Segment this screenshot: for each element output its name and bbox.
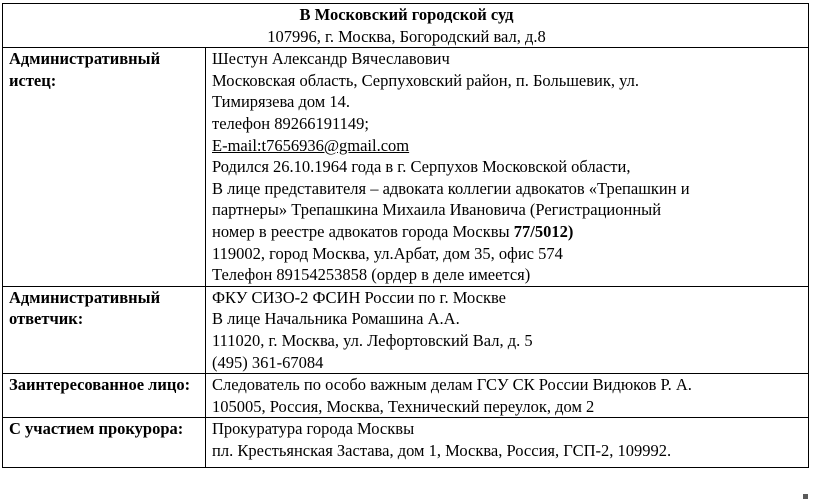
prosecutor-details [206, 418, 809, 468]
plaintiff-row [3, 48, 809, 287]
prosecutor-row [3, 418, 809, 468]
court-row [3, 4, 809, 48]
defendant-label: Административный ответчик: [3, 286, 206, 373]
table-resize-handle[interactable] [803, 494, 808, 499]
representative-phone: Телефон 89154253858 (ордер в деле имеется) [212, 265, 531, 285]
plaintiff-address-line2: Тимирязева дом 14. [212, 92, 350, 112]
court-address: 107996, г. Москва, Богородский вал, д.8 [267, 26, 546, 46]
representative-registry-text: номер в реестре адвокатов города Москвы [212, 221, 514, 241]
plaintiff-label: Административный истец: [3, 48, 206, 287]
plaintiff-name: Шестун Александр Вячеславович [212, 49, 450, 69]
defendant-address: 111020, г. Москва, ул. Лефортовский Вал, д. 5 [212, 330, 533, 350]
representative-line3 [212, 221, 804, 243]
prosecutor-line1[interactable]: Прокуратура города Москвы [212, 419, 415, 439]
defendant-name: ФКУ СИЗО-2 ФСИН России по г. Москве [212, 287, 506, 307]
plaintiff-birth: Родился 26.10.1964 года в г. Серпухов Московской области, [212, 157, 631, 177]
plaintiff-phone: телефон 89266191149; [212, 113, 369, 133]
interested-details [206, 374, 809, 418]
defendant-phone: (495) 361-67084 [212, 352, 324, 372]
prosecutor-line2: пл. Крестьянская Застава, дом 1, Москва, Россия, ГСП-2, 109992. [212, 440, 672, 460]
court-name: В Московский городской суд [299, 5, 514, 24]
representative-line2: партнеры» Трепашкина Михаила Ивановича (Регистрационный [212, 200, 662, 220]
interested-line1: Следователь по особо важным делам ГСУ СК России Видюков Р. А. [212, 375, 692, 395]
interested-row [3, 374, 809, 418]
plaintiff-email[interactable]: E-mail:t7656936@gmail.com [212, 135, 410, 155]
prosecutor-label: С участием прокурора: [3, 418, 206, 468]
representative-address: 119002, город Москва, ул.Арбат, дом 35, офис 574 [212, 243, 563, 263]
interested-label: Заинтересованное лицо: [3, 374, 206, 418]
defendant-details [206, 286, 809, 373]
representative-registry-number: 77/5012) [513, 221, 574, 241]
interested-line2: 105005, Россия, Москва, Технический переулок, дом 2 [212, 396, 595, 416]
representative-line1: В лице представителя – адвоката коллегии адвокатов «Трепашкин и [212, 178, 690, 198]
claim-header-table [2, 3, 809, 468]
court-cell [3, 4, 809, 48]
plaintiff-details [206, 48, 809, 287]
plaintiff-address-line1: Московская область, Серпуховский район, п. Большевик, ул. [212, 70, 640, 90]
defendant-head: В лице Начальника Ромашина А.А. [212, 309, 460, 329]
defendant-row [3, 286, 809, 373]
